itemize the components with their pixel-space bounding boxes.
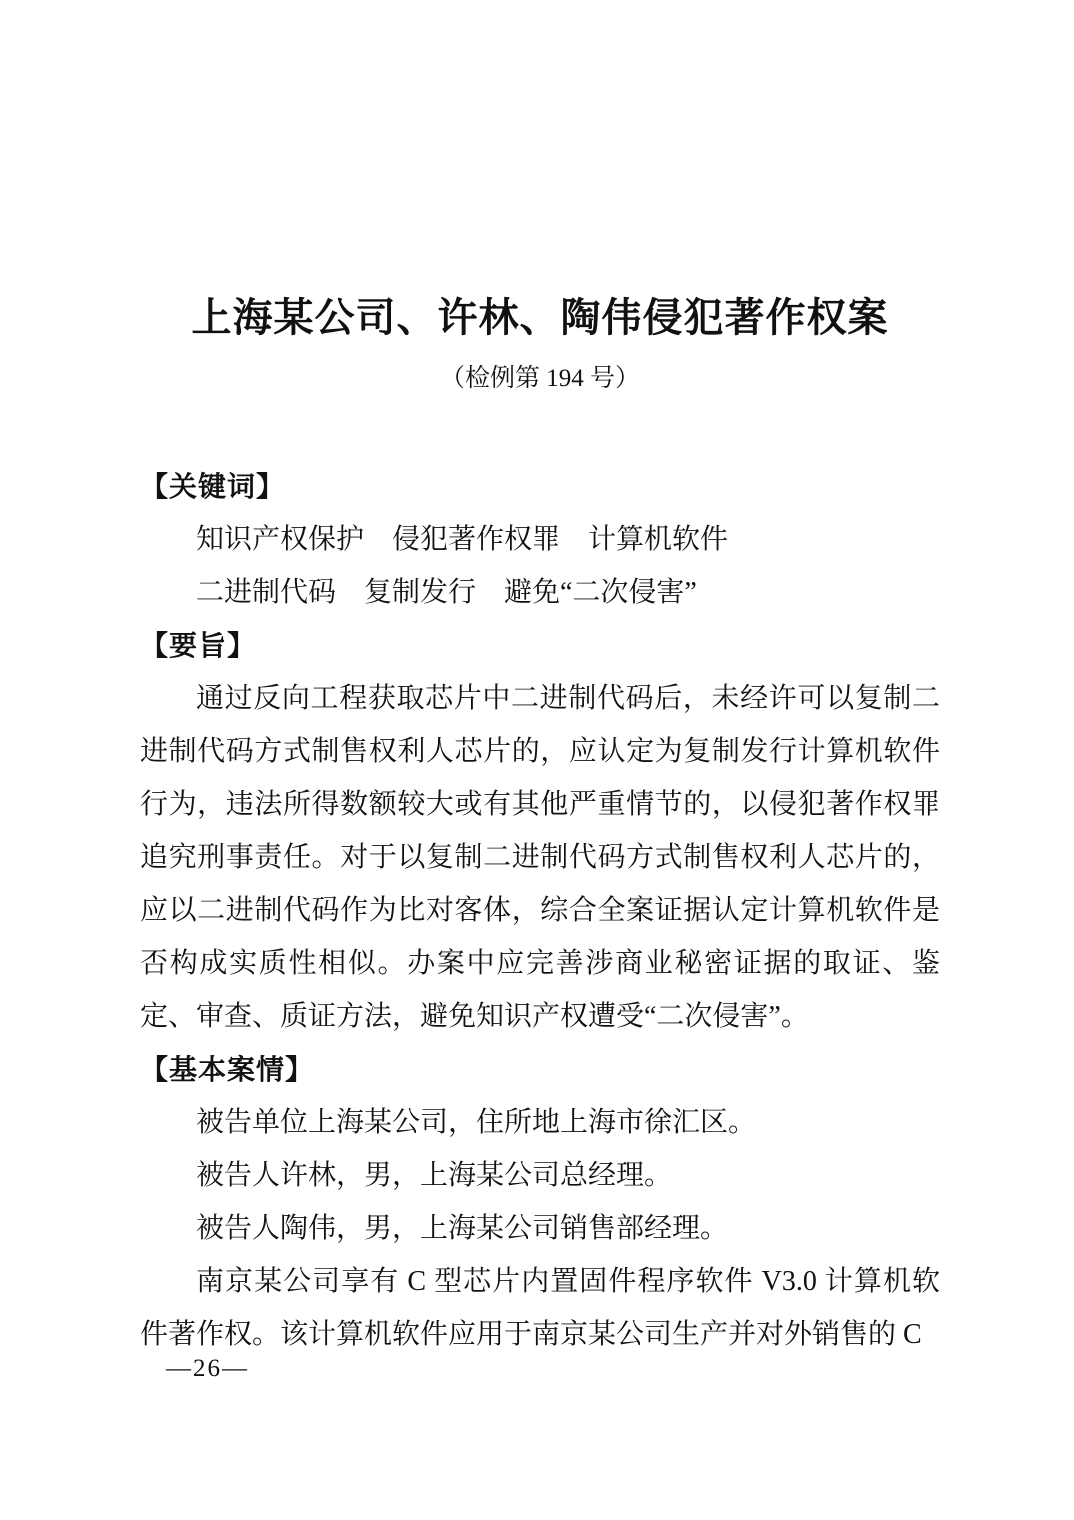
keywords-line-2: 二进制代码 复制发行 避免“二次侵害” [196, 577, 697, 608]
facts-heading: 【基本案情】 [140, 1054, 315, 1085]
keywords-line-1: 知识产权保护 侵犯著作权罪 计算机软件 [196, 524, 729, 555]
summary-heading: 【要旨】 [140, 630, 257, 661]
document-body [140, 460, 940, 1361]
facts-paragraph: 被告人许林，男，上海某公司总经理。 [196, 1160, 673, 1191]
page-number: —26— [166, 1355, 249, 1382]
facts-paragraph: 被告人陶伟，男，上海某公司销售部经理。 [196, 1213, 729, 1244]
facts-paragraph: 南京某公司享有 C 型芯片内置固件程序软件 V3.0 计算机软件著作权。该计算机软件应用于南京某公司生产并对外销售的 C [140, 1266, 940, 1350]
facts-paragraph: 被告单位上海某公司，住所地上海市徐汇区。 [196, 1107, 757, 1138]
keywords-heading: 【关键词】 [140, 471, 286, 502]
case-title: 上海某公司、许林、陶伟侵犯著作权案 [191, 295, 889, 340]
case-number: （检例第 194 号） [439, 365, 640, 392]
page-content [0, 292, 1074, 1361]
summary-paragraph: 通过反向工程获取芯片中二进制代码后，未经许可以复制二进制代码方式制售权利人芯片的，应认定为复制发行计算机软件行为，违法所得数额较大或有其他严重情节的，以侵犯著作权罪追究刑事责任。对于以复制二进制代码方式制售权利人芯片的，应以二进制代码作为比对客体，综合全案证据认定计算机软件是否构成实质性相似。办案中应完善涉商业秘密证据的取证、鉴定、审查、质证方法，避免知识产权遭受“二次侵害”。 [140, 683, 940, 1032]
